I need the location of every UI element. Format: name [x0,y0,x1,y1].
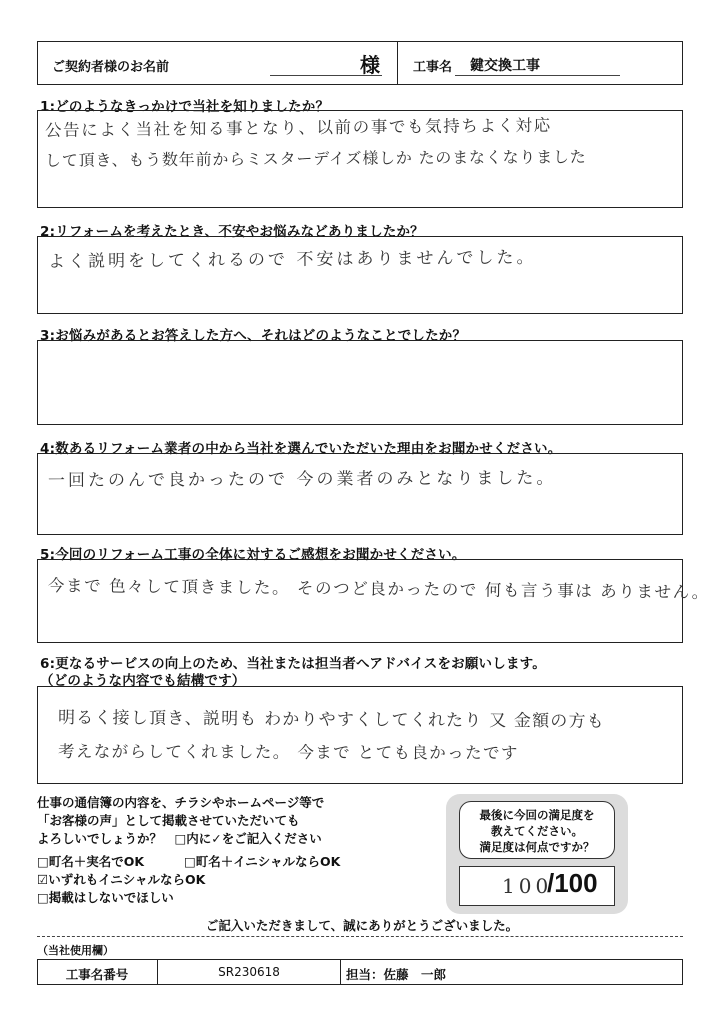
work-name-underline [455,75,620,76]
consent-intro-line-3: よろしいでしょうか？ □内に✓をご記入ください [37,831,322,846]
satisfaction-prompt-line-2: 教えてください。 [491,824,583,838]
office-table-divider-2 [340,959,341,985]
work-name-label: 工事名 [413,60,453,75]
closing-dashed-divider [37,936,683,937]
consent-intro-line-2: 「お客様の声」として掲載させていただいても [37,813,300,828]
question-1-label: 1:どのようなきっかけで当社を知りましたか？ [40,99,330,115]
honorific-label: 様 [360,53,380,77]
question-2-answer-line-1: よく説明をしてくれるので 不安はありませんでした。 [47,247,537,272]
question-6-sublabel: （どのような内容でも結構です） [40,673,246,689]
question-6-answer-line-2: 考えながらしてくれました。 今まで とても良かったです [57,742,519,763]
question-3-answer-box[interactable] [37,340,683,425]
question-1-answer-line-1: 公告によく当社を知る事となり、以前の事でも気持ちよく対応 [44,115,552,140]
closing-message: ご記入いただきまして、誠にありがとうございました。 [205,918,519,933]
question-4-answer-line-1: 一回たのんで良かったので 今の業者のみとなりました。 [47,468,557,491]
staff-label: 担当：佐藤 一郎 [346,967,447,982]
work-number-value: SR230618 [218,965,280,979]
question-6-answer-box[interactable] [37,686,683,784]
consent-intro-line-1: 仕事の通信簿の内容を、チラシやホームページ等で [37,795,325,810]
work-name-value: 鍵交換工事 [470,58,540,74]
question-5-label: 5:今回のリフォーム工事の全体に対するご感想をお聞かせください。 [40,547,466,563]
office-use-label: （当社使用欄） [37,944,114,957]
consent-option-all-initials[interactable]: ☑いずれもイニシャルならOK [37,872,206,887]
satisfaction-score-max: /100 [547,868,598,898]
satisfaction-prompt-line-1: 最後に今回の満足度を [479,808,595,822]
consent-option-town-initials[interactable]: □町名＋イニシャルならOK [184,854,341,869]
question-5-answer-line-1: 今まで 色々して頂きました。 そのつど良かったので 何も言う事は ありません。 [47,576,710,602]
question-2-label: 2:リフォームを考えたとき、不安やお悩みなどありましたか？ [40,224,424,240]
header-divider [397,41,398,85]
satisfaction-score-value: 100 [502,874,553,898]
satisfaction-prompt-line-3: 満足度は何点ですか？ [479,840,595,854]
consent-option-no-publish[interactable]: □掲載はしないでほしい [37,890,174,905]
question-6-answer-line-1: 明るく接し頂き、説明も わかりやすくしてくれたり 又 金額の方も [57,708,605,732]
work-number-label: 工事名番号 [65,967,129,982]
consent-option-name-and-town[interactable]: □町名＋実名でOK [37,854,145,869]
question-6-label: 6:更なるサービスの向上のため、当社または担当者へアドバイスをお願いします。 [40,656,546,672]
question-1-answer-line-2: して頂き、もう数年前からミスターデイズ様しか たのまなくなりました [44,147,587,170]
question-4-label: 4:数あるリフォーム業者の中から当社を選んでいただいた理由をお聞かせください。 [40,441,562,457]
question-3-label: 3:お悩みがあるとお答えした方へ、それはどのようなことでしたか？ [40,328,467,344]
customer-name-label: ご契約者様のお名前 [52,60,170,75]
